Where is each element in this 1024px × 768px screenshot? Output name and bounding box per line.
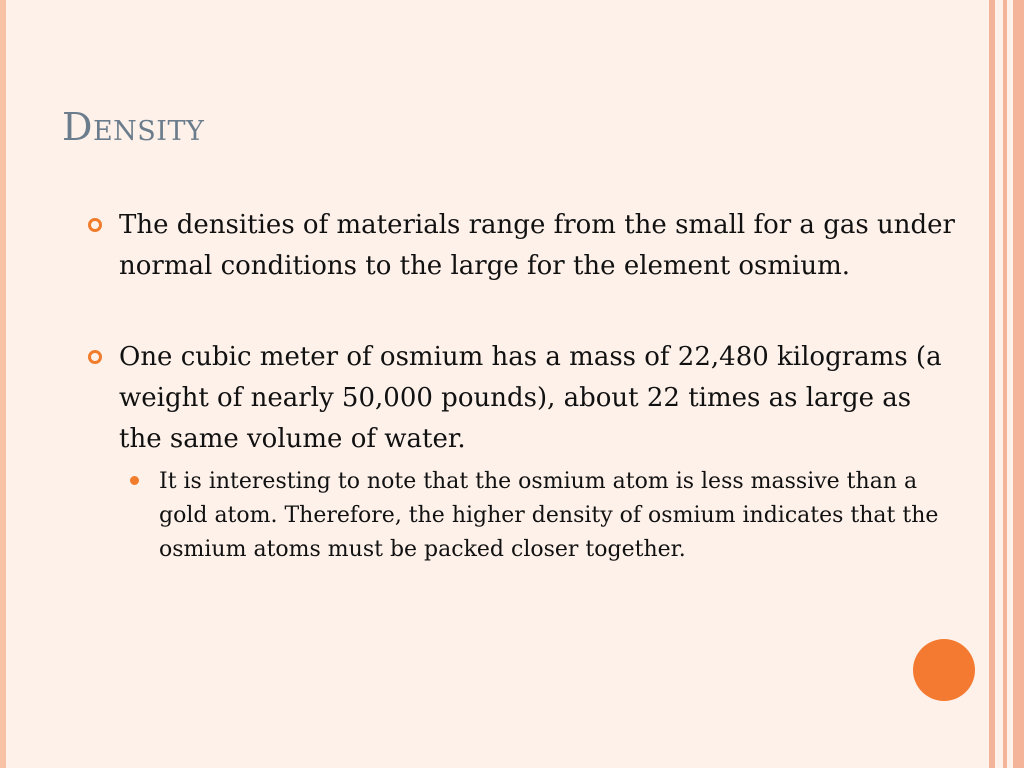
bullet-ring-icon [88, 218, 102, 232]
bullet-item-1 [88, 205, 958, 287]
slide-title: Density [62, 105, 205, 149]
sub-bullet-item-1 [130, 465, 940, 567]
decorative-orange-circle [913, 639, 975, 701]
bullet-item-2 [88, 337, 958, 460]
bullet-text: One cubic meter of osmium has a mass of 22,480 kilograms (a weight of nearly 50,000 pounds), about 22 times as large as the same volume of water. [119, 342, 942, 454]
bullet-text: The densities of materials range from the small for a gas under normal conditions to the large for the element osmium. [119, 210, 955, 281]
bullet-ring-icon [88, 350, 102, 364]
bullet-dot-icon [130, 476, 139, 485]
sub-bullet-text: It is interesting to note that the osmium atom is less massive than a gold atom. Therefore, the higher density of osmium indicates that the osmium atoms must be packed closer together. [159, 469, 939, 562]
